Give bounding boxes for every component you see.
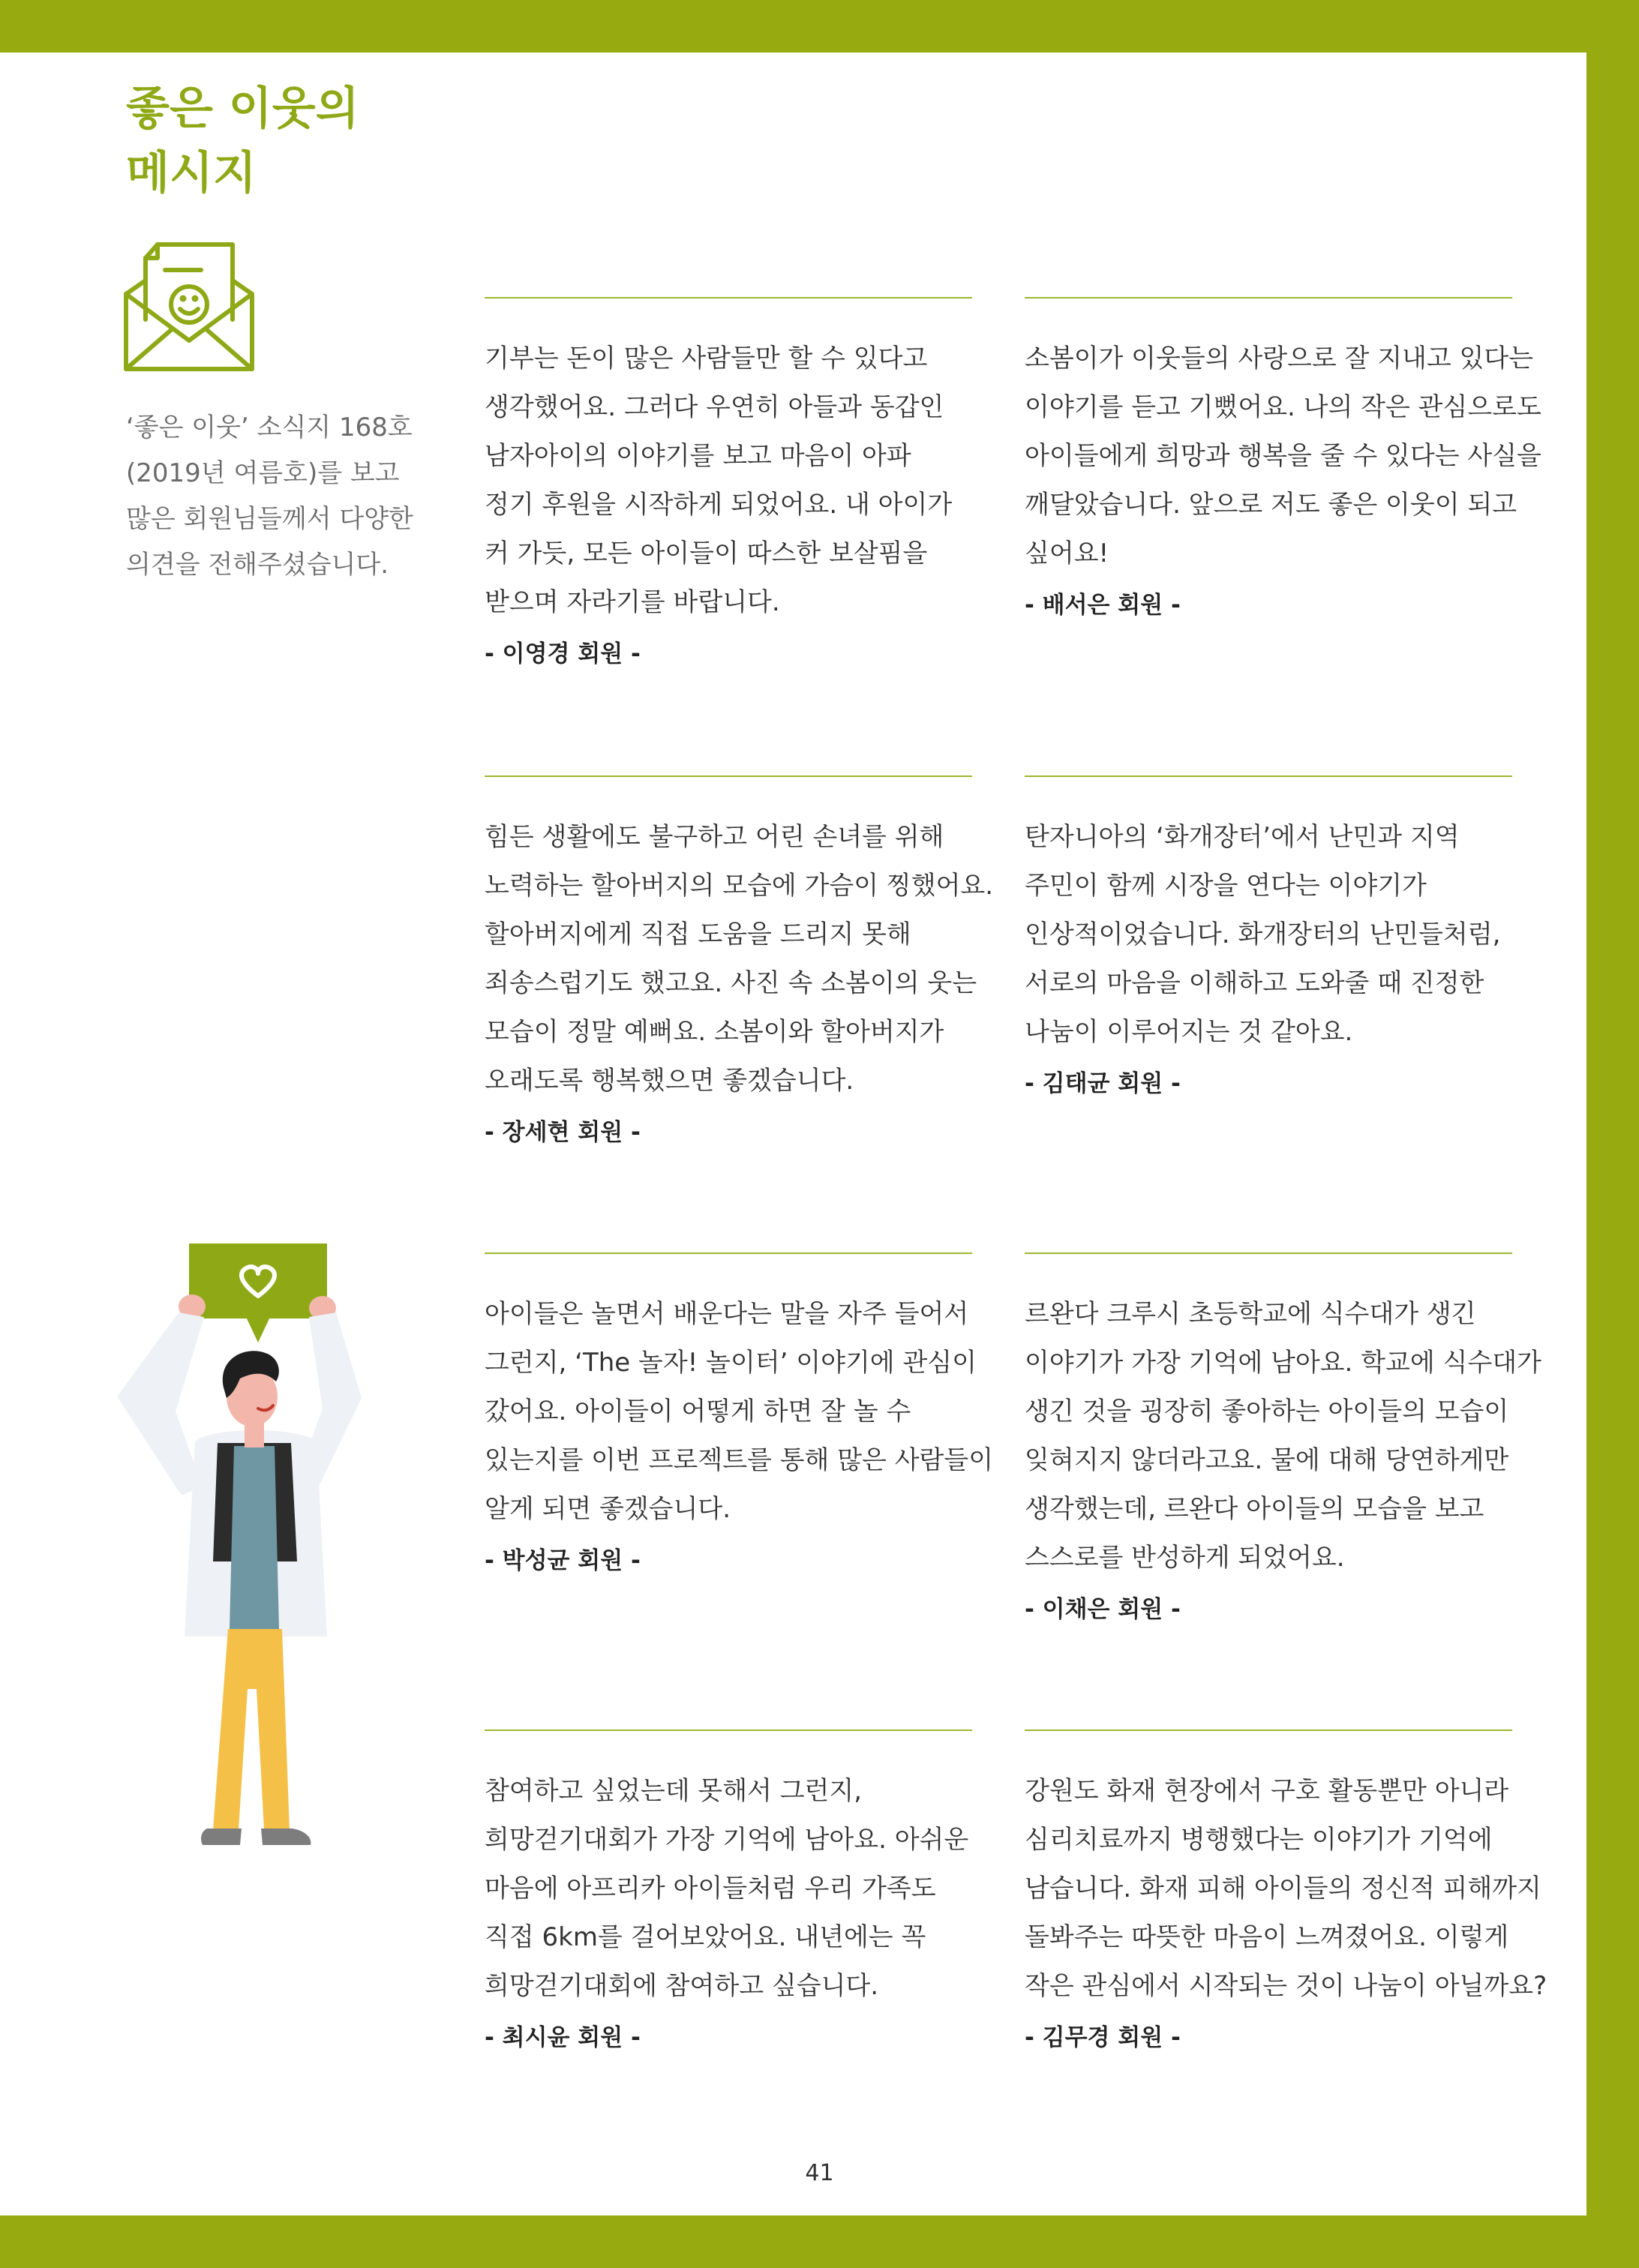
message-line: 이야기가 가장 기억에 남아요. 학교에 식수대가	[1025, 1348, 1541, 1378]
message-author: - 장세현 회원 -	[485, 1119, 641, 1146]
message-card	[485, 1252, 994, 1575]
message-line: 르완다 크루시 초등학교에 식수대가 생긴	[1025, 1299, 1476, 1329]
message-author: - 김태균 회원 -	[1025, 1070, 1181, 1097]
message-line: 아이들은 놀면서 배운다는 말을 자주 들어서	[485, 1299, 969, 1329]
intro-line: 많은 회원님들께서 다양한	[126, 504, 413, 534]
message-author: - 박성균 회원 -	[485, 1547, 641, 1574]
message-line: 노력하는 할아버지의 모습에 가슴이 찡했어요.	[485, 871, 994, 901]
message-body	[485, 1731, 972, 2011]
message-card	[1025, 1252, 1541, 1624]
message-line: 소봄이가 이웃들의 사랑으로 잘 지내고 있다는	[1025, 344, 1534, 374]
title-line-1: 좋은 이웃의	[126, 82, 359, 135]
message-line: 알게 되면 좋겠습니다.	[485, 1494, 731, 1524]
message-line: 남자아이의 이야기를 보고 마음이 아파	[485, 441, 911, 471]
message-line: 오래도록 행복했으면 좋겠습니다.	[485, 1066, 854, 1096]
message-line: 희망걷기대회가 가장 기억에 남아요. 아쉬운	[485, 1825, 969, 1855]
message-body	[1025, 298, 1541, 578]
message-line: 생각했는데, 르완다 아이들의 모습을 보고	[1025, 1494, 1484, 1524]
message-line: 커 가듯, 모든 아이들이 따스한 보살핌을	[485, 538, 928, 568]
title-line-2: 메시지	[126, 147, 257, 200]
message-line: 갔어요. 아이들이 어떻게 하면 잘 놀 수	[485, 1396, 911, 1426]
message-line: 작은 관심에서 시작되는 것이 나눔이 아닐까요?	[1025, 1971, 1547, 2001]
page-title	[126, 76, 359, 206]
message-card	[1025, 776, 1512, 1098]
smiley-letter-envelope-icon	[123, 242, 255, 374]
message-line: 나눔이 이루어지는 것 같아요.	[1025, 1017, 1353, 1047]
message-line: 직접 6km를 걸어보았어요. 내년에는 꼭	[485, 1922, 926, 1952]
message-body	[485, 777, 994, 1106]
message-line: 그런지, ‘The 놀자! 놀이터’ 이야기에 관심이	[485, 1348, 977, 1378]
message-line: 모습이 정말 예뻐요. 소봄이와 할아버지가	[485, 1017, 944, 1047]
message-line: 돌봐주는 따뜻한 마음이 느껴졌어요. 이렇게	[1025, 1922, 1509, 1952]
message-line: 탄자니아의 ‘화개장터’에서 난민과 지역	[1025, 822, 1460, 852]
message-card	[485, 1730, 972, 2052]
message-line: 잊혀지지 않더라고요. 물에 대해 당연하게만	[1025, 1445, 1509, 1475]
message-line: 스스로를 반성하게 되었어요.	[1025, 1543, 1345, 1573]
message-line: 있는지를 이번 프로젝트를 통해 많은 사람들이	[485, 1445, 994, 1475]
message-line: 이야기를 듣고 기뻤어요. 나의 작은 관심으로도	[1025, 392, 1541, 422]
message-card	[485, 297, 972, 668]
message-line: 강원도 화재 현장에서 구호 활동뿐만 아니라	[1025, 1776, 1509, 1806]
intro-text	[126, 405, 411, 588]
message-line: 죄송스럽기도 했고요. 사진 속 소봄이의 웃는	[485, 968, 977, 998]
message-line: 마음에 아프리카 아이들처럼 우리 가족도	[485, 1874, 936, 1904]
message-line: 할아버지에게 직접 도움을 드리지 못해	[485, 920, 911, 950]
heart-sign	[189, 1244, 327, 1318]
message-author: - 이채은 회원 -	[1025, 1596, 1181, 1623]
message-line: 서로의 마음을 이해하고 도와줄 때 진정한	[1025, 968, 1484, 998]
message-line: 싶어요!	[1025, 538, 1109, 568]
message-line: 받으며 자라기를 바랍니다.	[485, 587, 780, 617]
message-line: 참여하고 싶었는데 못해서 그런지,	[485, 1776, 863, 1806]
message-line: 정기 후원을 시작하게 되었어요. 내 아이가	[485, 490, 953, 520]
message-author: - 최시윤 회원 -	[485, 2024, 641, 2051]
intro-line: 의견을 전해주셨습니다.	[126, 550, 389, 580]
message-line: 힘든 생활에도 불구하고 어린 손녀를 위해	[485, 822, 944, 852]
intro-line: ‘좋은 이웃’ 소식지 168호	[126, 412, 413, 442]
message-card	[1025, 297, 1541, 620]
page-number: 41	[805, 2160, 834, 2186]
message-line: 주민이 함께 시장을 연다는 이야기가	[1025, 871, 1427, 901]
message-body	[1025, 1254, 1541, 1582]
message-body	[485, 298, 972, 627]
message-body	[1025, 777, 1512, 1057]
message-author: - 이영경 회원 -	[485, 640, 641, 668]
message-card	[1025, 1730, 1547, 2052]
message-line: 깨달았습니다. 앞으로 저도 좋은 이웃이 되고	[1025, 490, 1517, 520]
message-author: - 배서은 회원 -	[1025, 592, 1181, 619]
message-card	[485, 776, 994, 1147]
intro-line: (2019년 여름호)를 보고	[126, 458, 400, 488]
message-line: 남습니다. 화재 피해 아이들의 정신적 피해까지	[1025, 1874, 1541, 1904]
message-line: 희망걷기대회에 참여하고 싶습니다.	[485, 1971, 879, 2001]
message-body	[1025, 1731, 1547, 2011]
message-author: - 김무경 회원 -	[1025, 2024, 1181, 2051]
message-line: 기부는 돈이 많은 사람들만 할 수 있다고	[485, 344, 928, 374]
message-body	[485, 1254, 994, 1534]
message-line: 생각했어요. 그러다 우연히 아들과 동갑인	[485, 392, 944, 422]
message-line: 심리치료까지 병행했다는 이야기가 기억에	[1025, 1825, 1493, 1855]
person-holding-heart-sign-illustration	[113, 1239, 368, 1858]
message-line: 아이들에게 희망과 행복을 줄 수 있다는 사실을	[1025, 441, 1541, 471]
message-line: 인상적이었습니다. 화개장터의 난민들처럼,	[1025, 920, 1501, 950]
message-line: 생긴 것을 굉장히 좋아하는 아이들의 모습이	[1025, 1396, 1509, 1426]
